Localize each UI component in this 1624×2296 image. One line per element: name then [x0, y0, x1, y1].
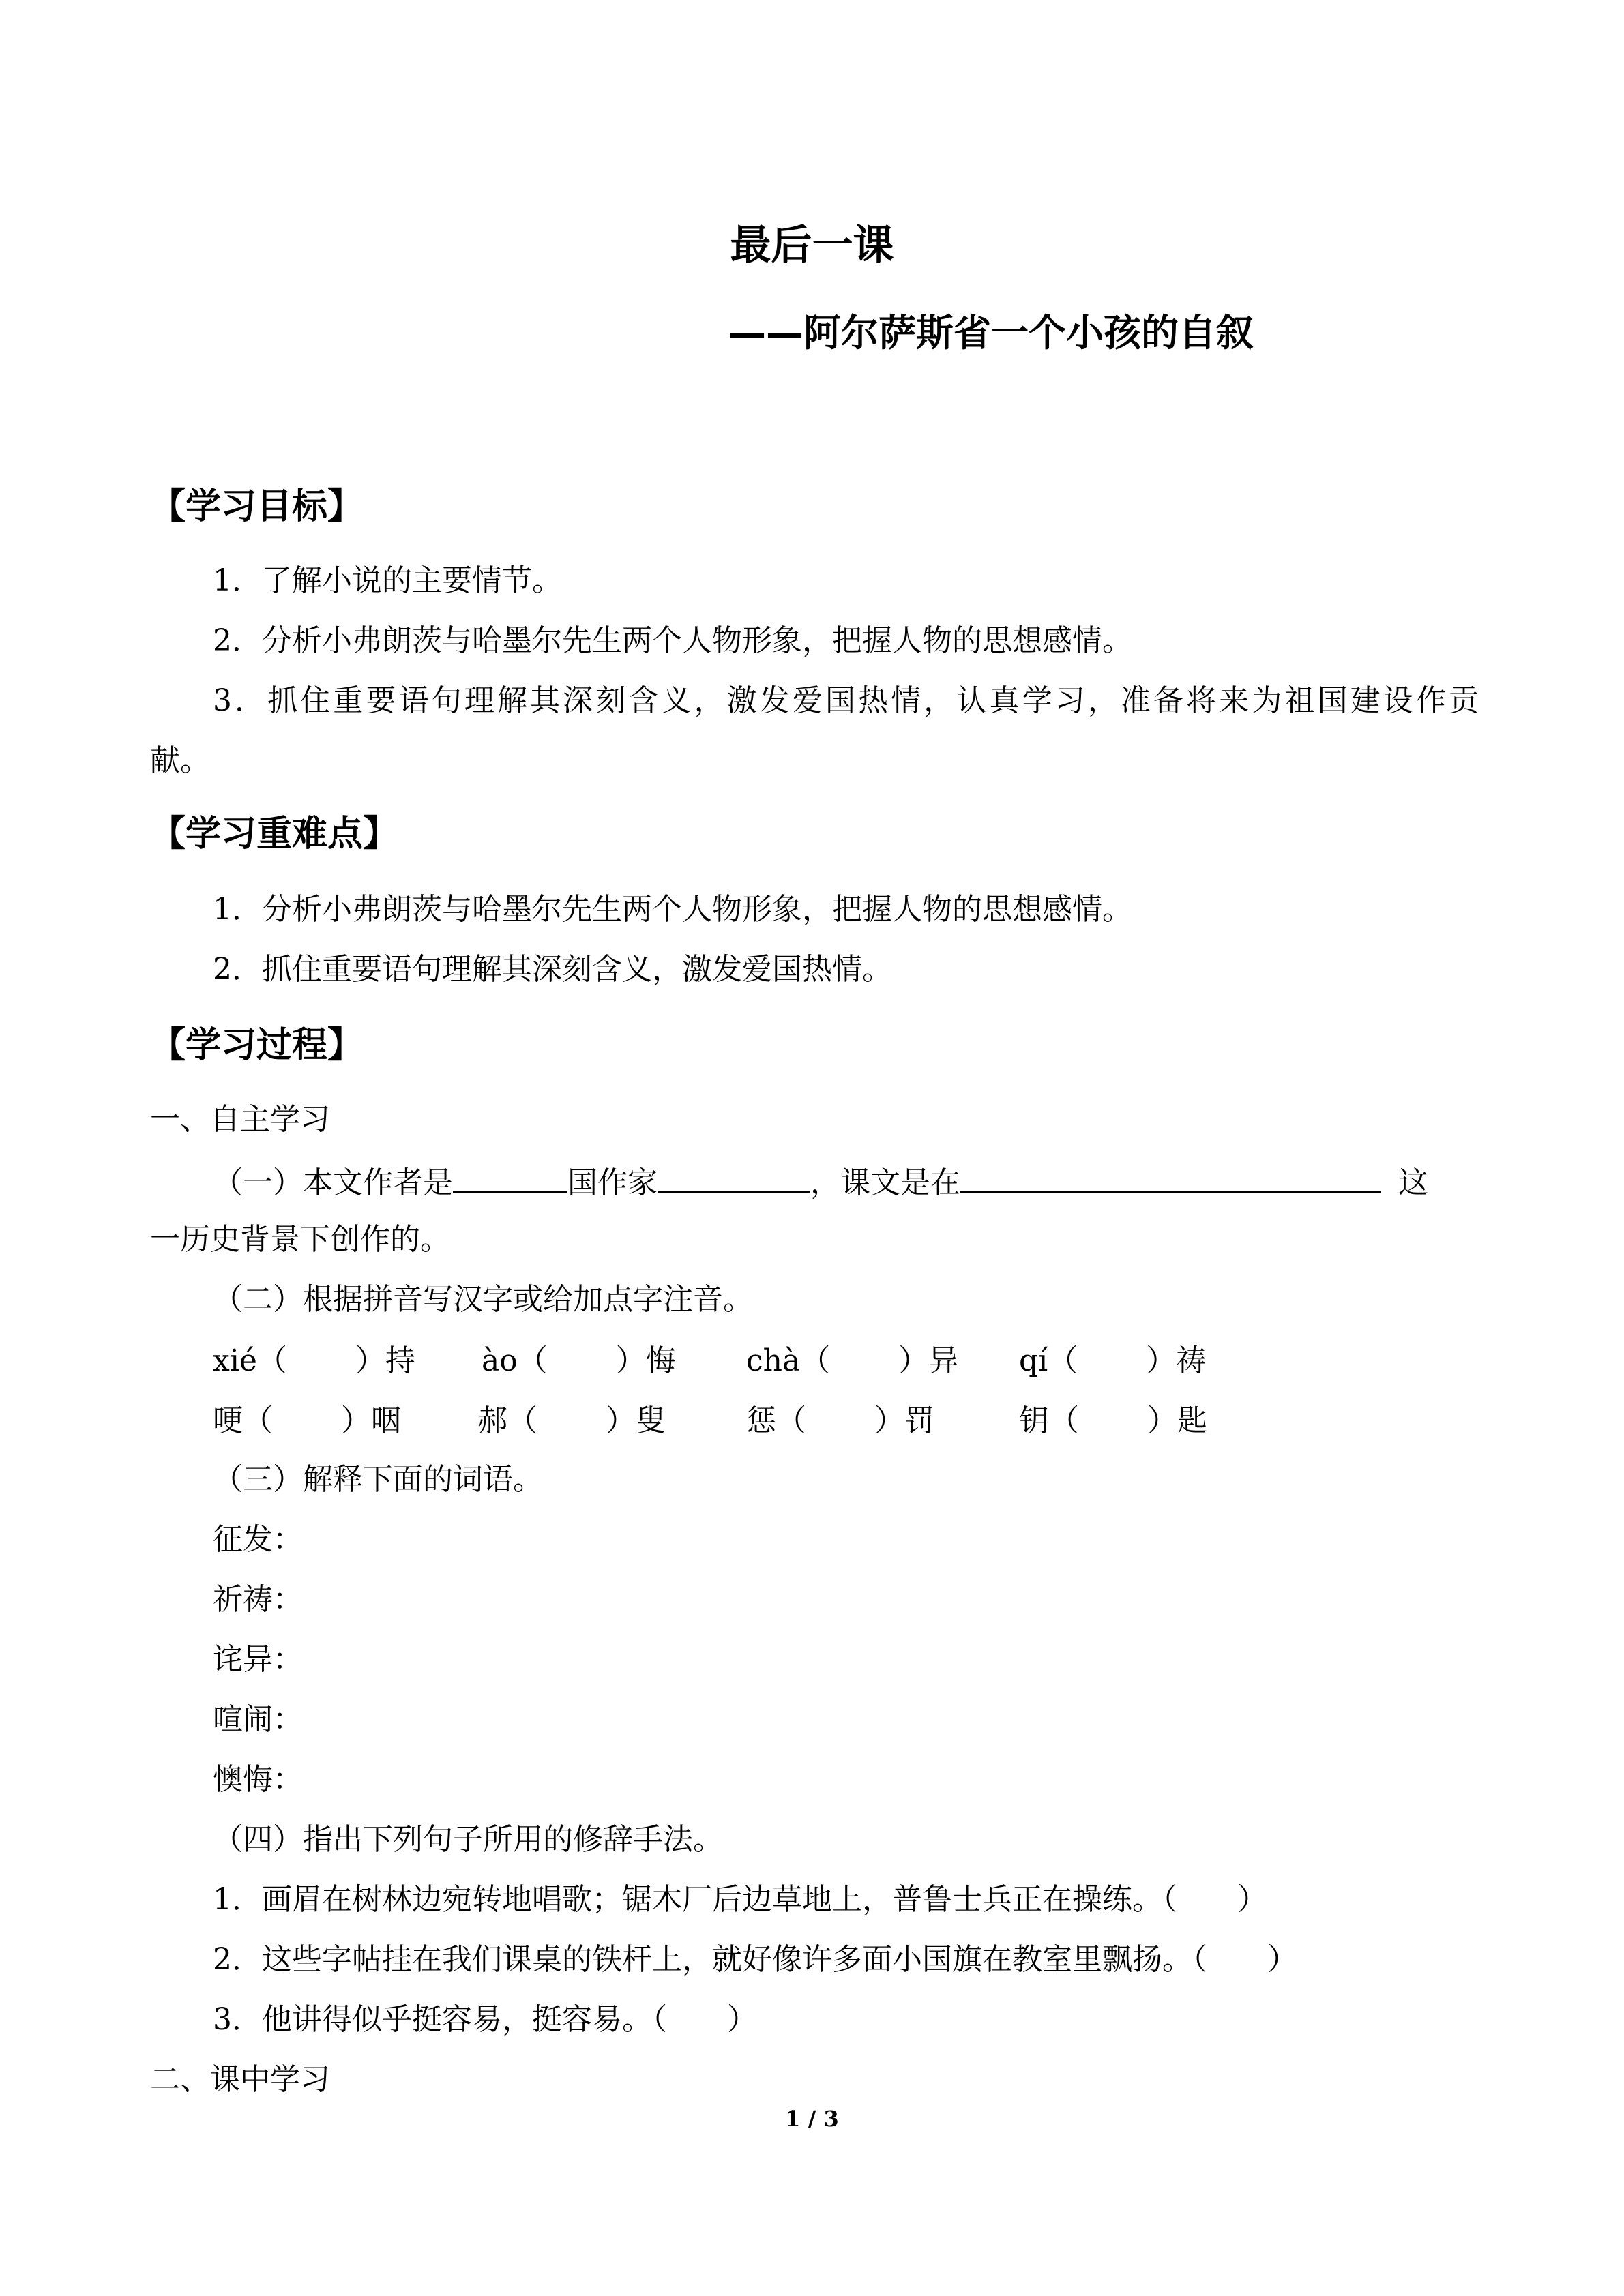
pinyin-right: ）悔	[615, 1343, 676, 1378]
term-item: 祈祷：	[213, 1582, 303, 1617]
term-item: 喧闹：	[213, 1702, 303, 1737]
fill-blank-question	[213, 1161, 1428, 1202]
pinyin-right: ）持	[355, 1343, 415, 1378]
char-right: ）叟	[606, 1403, 666, 1438]
author-country-blank[interactable]	[453, 1161, 567, 1193]
pinyin-item	[746, 1401, 934, 1440]
rhetoric-item: 2．这些字帖挂在我们课桌的铁杆上，就好像许多面小国旗在教室里飘扬。（ ）	[213, 1942, 1297, 1977]
rhetoric-item: 3．他讲得似乎挺容易，挺容易。（ ）	[213, 2002, 757, 2037]
pinyin-right: ）异	[898, 1343, 959, 1378]
pinyin-item	[213, 1401, 401, 1440]
q4-title: （四）指出下列句子所用的修辞手法。	[213, 1822, 723, 1857]
answer-blank[interactable]	[1078, 1341, 1146, 1371]
term-item: 诧异：	[213, 1642, 303, 1677]
char-right: ）咽	[341, 1403, 401, 1438]
pinyin-item	[477, 1401, 666, 1440]
answer-blank[interactable]	[806, 1401, 874, 1431]
rhetoric-item: 1．画眉在树林边宛转地唱歌；锯木厂后边草地上，普鲁士兵正在操练。（ ）	[213, 1882, 1267, 1917]
pinyin-left: xié（	[213, 1343, 287, 1378]
pinyin-item	[746, 1341, 958, 1380]
goals-heading: 【学习目标】	[150, 486, 364, 527]
answer-blank[interactable]	[830, 1341, 898, 1371]
char-left: 郝（	[477, 1403, 537, 1438]
part1-title: 一、自主学习	[150, 1102, 330, 1137]
answer-blank[interactable]	[273, 1401, 341, 1431]
term-item: 懊悔：	[213, 1762, 303, 1797]
page-number: 1 / 3	[785, 2106, 839, 2132]
pinyin-item	[213, 1341, 415, 1380]
char-right: ）匙	[1147, 1403, 1207, 1438]
key-point-item: 2．抓住重要语句理解其深刻含义，激发爱国热情。	[213, 952, 892, 987]
pinyin-left: chà（	[746, 1343, 831, 1378]
goal-item: 2．分析小弗朗茨与哈墨尔先生两个人物形象，把握人物的思想感情。	[213, 623, 1132, 658]
pinyin-item	[1019, 1341, 1206, 1380]
char-right: ）罚	[874, 1403, 934, 1438]
q1-continuation: 一历史背景下创作的。	[150, 1222, 450, 1257]
pinyin-item	[482, 1341, 676, 1380]
key-point-item: 1．分析小弗朗茨与哈墨尔先生两个人物形象，把握人物的思想感情。	[213, 892, 1132, 927]
q1-mid1: 国作家	[567, 1165, 658, 1200]
pinyin-left: qí（	[1019, 1343, 1078, 1378]
char-left: 钥（	[1019, 1403, 1079, 1438]
pinyin-item	[1019, 1401, 1207, 1440]
page-subtitle: ——阿尔萨斯省一个小孩的自叙	[728, 311, 1254, 355]
answer-blank[interactable]	[1079, 1401, 1147, 1431]
pinyin-left: ào（	[482, 1343, 548, 1378]
q2-title: （二）根据拼音写汉字或给加点字注音。	[213, 1282, 753, 1317]
goal-item-cont: 献。	[150, 743, 210, 778]
char-left: 哽（	[213, 1403, 273, 1438]
answer-blank[interactable]	[537, 1401, 606, 1431]
q3-title: （三）解释下面的词语。	[213, 1462, 543, 1497]
part2-title: 二、课中学习	[150, 2062, 330, 2097]
char-left: 惩（	[746, 1403, 806, 1438]
answer-blank[interactable]	[287, 1341, 355, 1371]
goal-item: 1．了解小说的主要情节。	[213, 563, 562, 598]
key-points-heading: 【学习重难点】	[150, 814, 399, 854]
page-title: 最后一课	[730, 222, 894, 269]
author-name-blank[interactable]	[658, 1161, 810, 1193]
answer-blank[interactable]	[548, 1341, 616, 1371]
pinyin-right: ）祷	[1146, 1343, 1207, 1378]
background-blank[interactable]	[960, 1161, 1381, 1193]
q1-prefix: （一）本文作者是	[213, 1165, 453, 1200]
goal-item: 3．抓住重要语句理解其深刻含义，激发爱国热情，认真学习，准备将来为祖国建设作贡	[213, 683, 1479, 718]
q1-suffix: 这	[1398, 1165, 1428, 1200]
q1-mid2: ，课文是在	[810, 1165, 960, 1200]
process-heading: 【学习过程】	[150, 1025, 364, 1066]
term-item: 征发：	[213, 1522, 303, 1557]
